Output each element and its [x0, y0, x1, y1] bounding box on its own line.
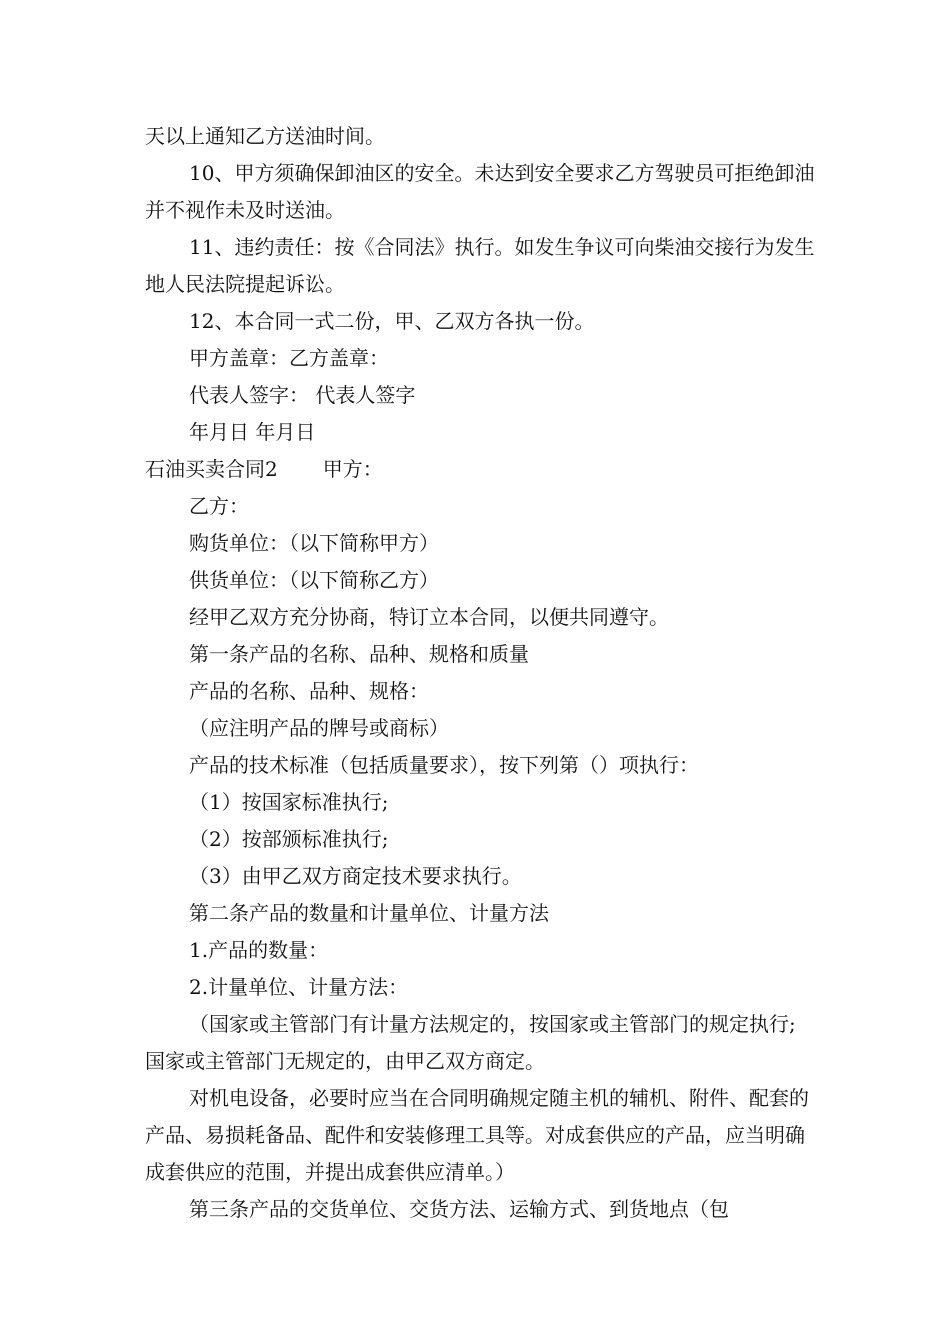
paragraph-6: 年月日 年月日 [189, 420, 316, 444]
paragraph-2-5: 产品的名称、品种、规格： [189, 679, 429, 703]
paragraph-2-3: 经甲乙双方充分协商，特订立本合同，以便共同遵守。 [189, 605, 669, 629]
paragraph-5: 代表人签字： 代表人签字 [189, 383, 416, 407]
paragraph-2-15: 对机电设备，必要时应当在合同明确规定随主机的辅机、附件、配套的产品、易损耗备品、配件和安装修理工具等。对成套供应的产品，应当明确成套供应的范围，并提出成套供应清单。） [145, 1086, 809, 1184]
paragraph-2-2: 供货单位：（以下简称乙方） [189, 568, 439, 592]
paragraph-1: 10、甲方须确保卸油区的安全。未达到安全要求乙方驾驶员可拒绝卸油并不视作未及时送油。 [145, 161, 815, 222]
paragraph-2: 11、违约责任：按《合同法》执行。如发生争议可向柴油交接行为发生地人民法院提起诉讼。 [145, 235, 815, 296]
paragraph-2-14: （国家或主管部门有计量方法规定的，按国家或主管部门的规定执行;国家或主管部门无规定的，由甲乙双方商定。 [145, 1012, 796, 1073]
paragraph-3: 12、本合同一式二份，甲、乙双方各执一份。 [189, 309, 595, 333]
section-title-left: 石油买卖合同2 [145, 457, 278, 481]
paragraph-2-12: 1.产品的数量： [189, 938, 329, 962]
paragraph-2-7: 产品的技术标准（包括质量要求），按下列第（）项执行： [189, 753, 699, 777]
paragraph-2-9: （2）按部颁标准执行; [189, 827, 389, 851]
section-title-right: 甲方： [322, 457, 383, 481]
paragraph-2-10: （3）由甲乙双方商定技术要求执行。 [189, 864, 522, 888]
paragraph-4: 甲方盖章：乙方盖章： [189, 346, 389, 370]
paragraph-2-6: （应注明产品的牌号或商标） [189, 716, 449, 740]
document-body [145, 118, 815, 1228]
paragraph-0: 天以上通知乙方送油时间。 [145, 124, 385, 148]
section-title [145, 451, 815, 488]
paragraph-2-13: 2.计量单位、计量方法： [189, 975, 409, 999]
paragraph-2-8: （1）按国家标准执行; [189, 790, 389, 814]
paragraph-2-1: 购货单位：（以下简称甲方） [189, 531, 439, 555]
paragraph-2-11: 第二条产品的数量和计量单位、计量方法 [189, 901, 549, 925]
paragraph-2-0: 乙方： [189, 494, 249, 518]
paragraph-2-4: 第一条产品的名称、品种、规格和质量 [189, 642, 529, 666]
paragraph-2-16: 第三条产品的交货单位、交货方法、运输方式、到货地点（包 [189, 1197, 729, 1221]
